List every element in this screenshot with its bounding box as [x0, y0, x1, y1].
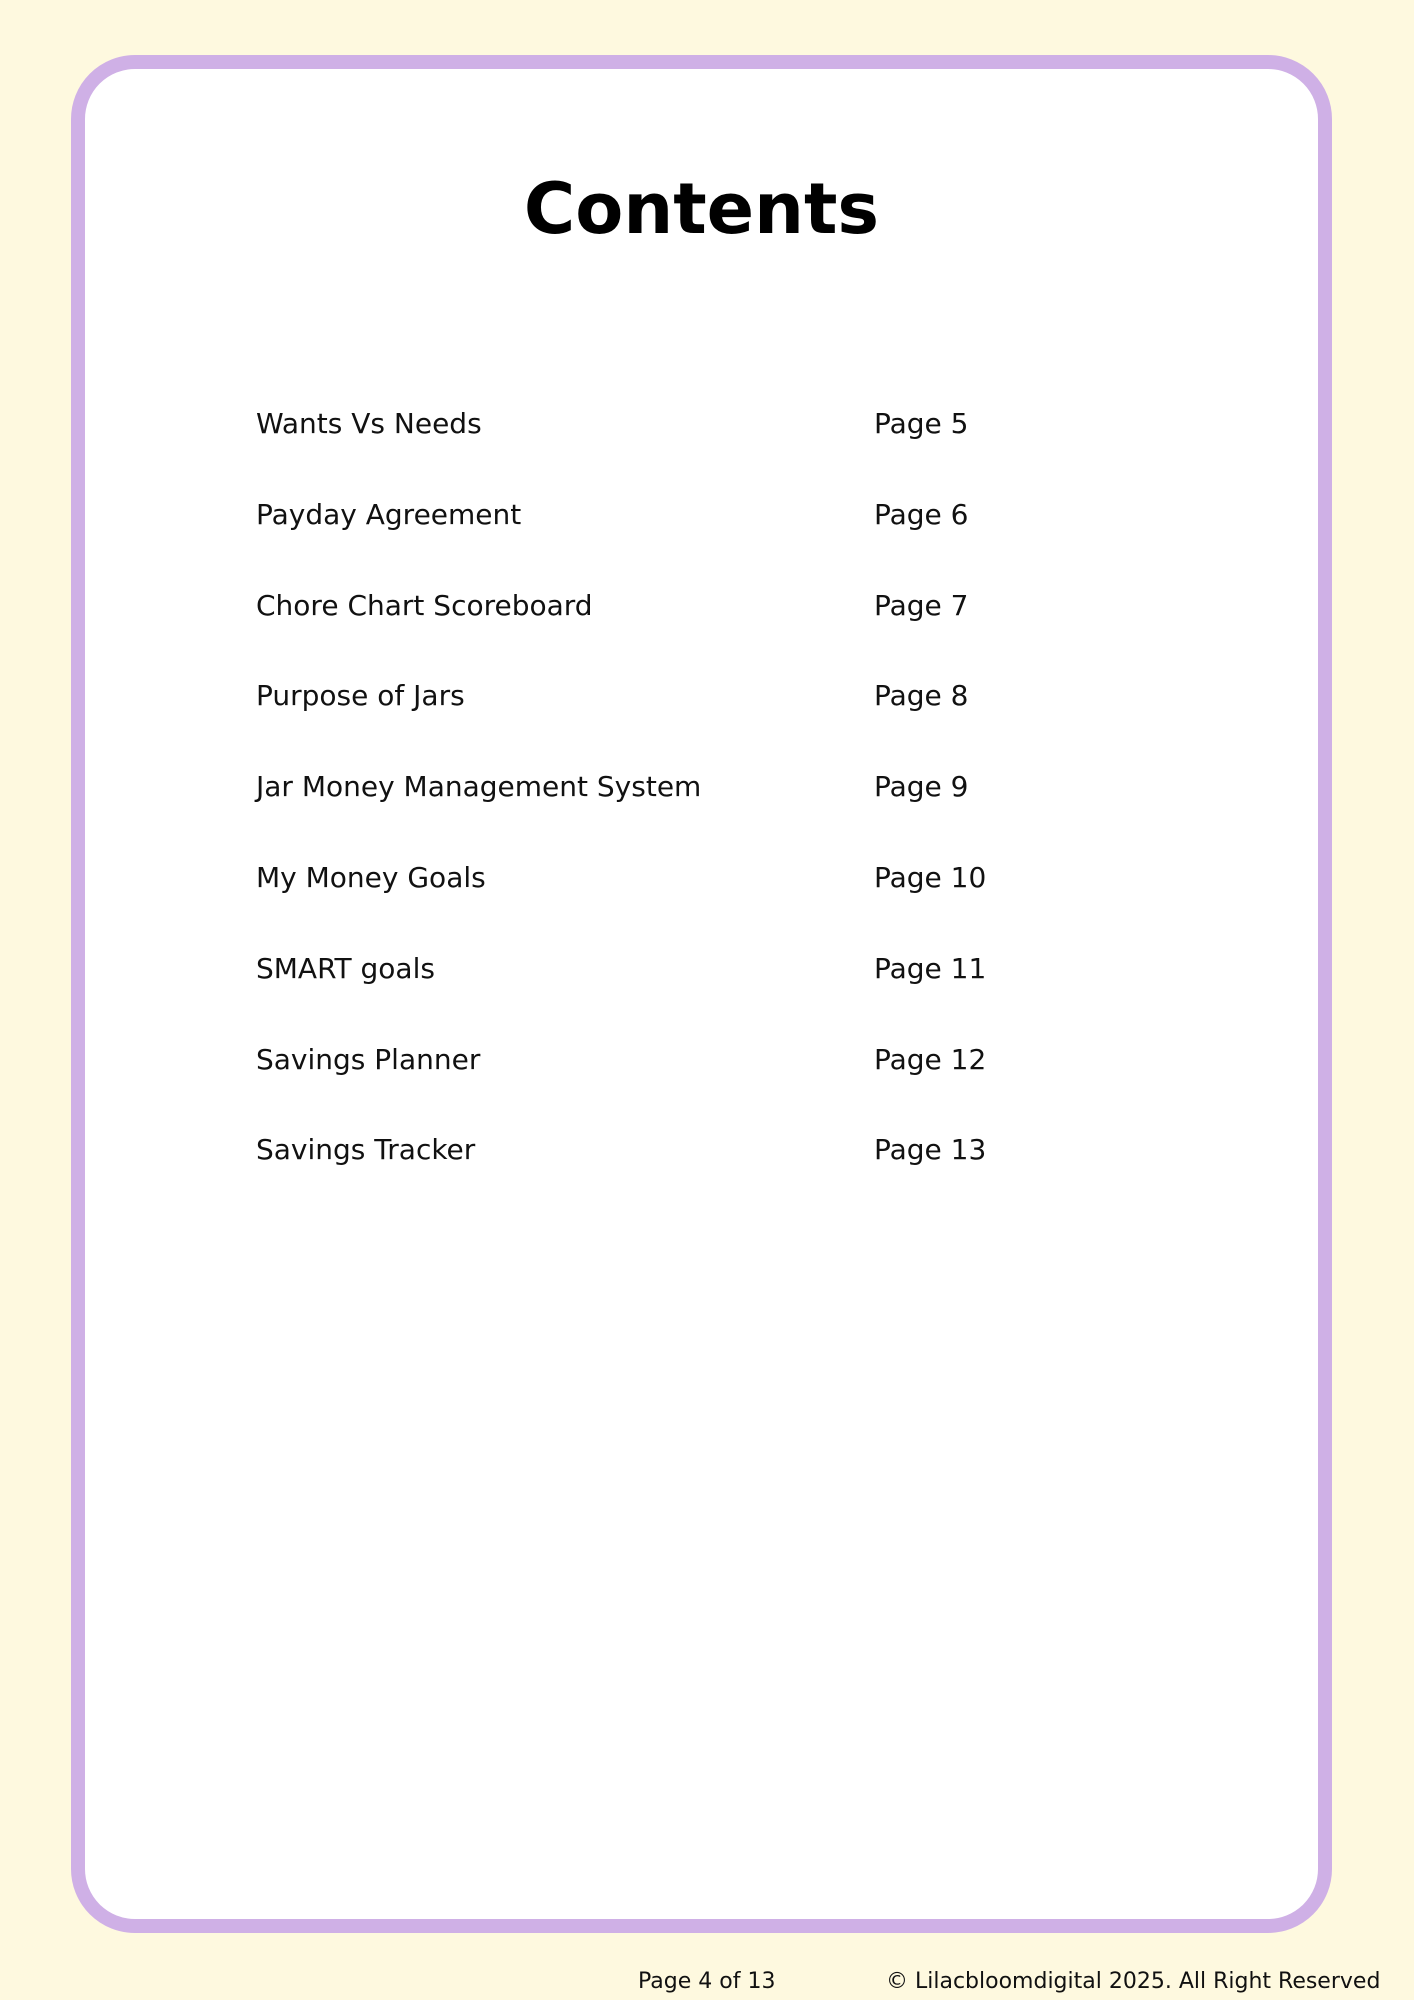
toc-row[interactable] [256, 848, 1156, 939]
toc-entry-label: Jar Money Management System [256, 770, 702, 804]
toc-entry-label: Savings Tracker [256, 1133, 476, 1167]
toc-entry-page: Page 11 [874, 951, 987, 985]
toc-row[interactable] [256, 1030, 1156, 1121]
copyright-notice: © Lilacbloomdigital 2025. All Right Reserved [886, 1969, 1381, 1994]
toc-entry-page: Page 10 [874, 860, 987, 894]
toc-row[interactable] [256, 394, 1156, 485]
toc-row[interactable] [256, 1120, 1156, 1211]
toc-row[interactable] [256, 576, 1156, 667]
toc-row[interactable] [256, 757, 1156, 848]
page-title: Contents [523, 168, 880, 250]
toc-entry-label: Wants Vs Needs [256, 407, 482, 440]
toc-row[interactable] [256, 485, 1156, 576]
table-of-contents [256, 394, 1156, 1211]
toc-entry-label: Payday Agreement [256, 497, 522, 531]
toc-entry-page: Page 9 [874, 770, 969, 804]
toc-entry-label: Purpose of Jars [256, 679, 465, 713]
toc-entry-page: Page 12 [874, 1042, 987, 1076]
toc-entry-page: Page 13 [874, 1133, 987, 1167]
toc-entry-label: Savings Planner [256, 1042, 481, 1076]
toc-entry-page: Page 8 [874, 679, 969, 713]
toc-entry-page: Page 6 [874, 497, 969, 531]
page-indicator: Page 4 of 13 [638, 1969, 776, 1994]
toc-entry-label: Chore Chart Scoreboard [256, 588, 593, 622]
toc-entry-page: Page 5 [874, 407, 969, 440]
content-card [71, 55, 1332, 1933]
toc-entry-page: Page 7 [874, 588, 969, 622]
toc-entry-label: My Money Goals [256, 860, 486, 894]
toc-entry-label: SMART goals [256, 951, 435, 985]
toc-row[interactable] [256, 939, 1156, 1030]
toc-row[interactable] [256, 666, 1156, 757]
